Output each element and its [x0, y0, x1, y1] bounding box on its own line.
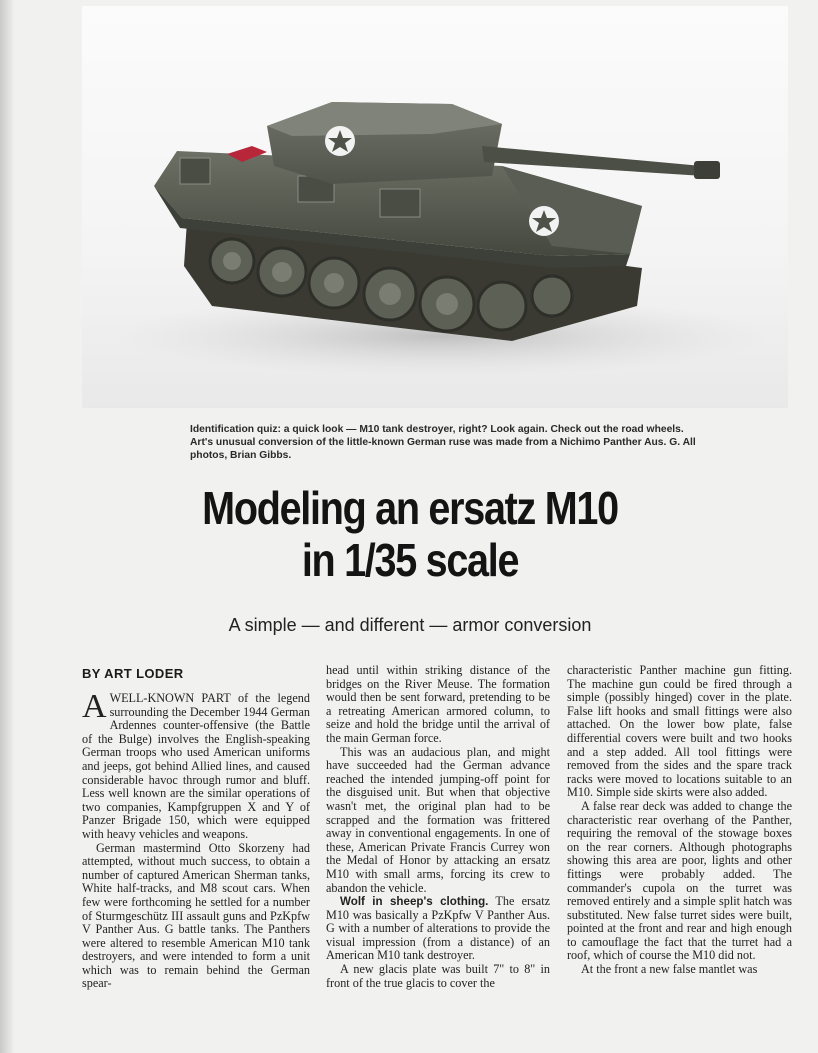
paragraph: A new glacis plate was built 7" to 8" in front of the true glacis to cover the: [326, 962, 550, 990]
paragraph: head until within striking distance of the bridges on the River Meuse. The formation would then be sent forward, pretending to be a retreating American armored column, to seize and hold the bridge until the arrival of the main German force.: [326, 663, 550, 745]
paragraph: German mastermind Otto Skorzeny had attempted, without much success, to obtain a number of captured American Sherman tanks, White half-tracks, and M8 scout cars. When few were forthcoming he settled for a number of Sturmgeschütz III assault guns and PzKpfw V Panther Aus. G battle tanks. The Panthers were altered to resemble American M10 tank destroyers, and were intended to form a unit which was to remain behind the German spear-: [82, 840, 310, 991]
article-column-1: [82, 688, 310, 991]
drop-cap: A: [82, 688, 107, 725]
paragraph-text: The ersatz M10 was basically a PzKpfw V Panther Aus. G with a number of alterations to provide the visual impression (from a distance) of an American M10 tank destroyer.: [326, 894, 550, 963]
paragraph: At the front a new false mantlet was: [581, 962, 758, 977]
title-line-2: in 1/35 scale: [301, 534, 519, 586]
tank-model-photo: [82, 6, 788, 408]
article-column-2: [326, 664, 550, 990]
byline: BY ART LODER: [82, 666, 184, 681]
paragraph: A false rear deck was added to change the characteristic rear overhang of the Panther, requiring the removal of the stowage boxes on the rear corners. Although photographs showing this area are poor, lights and other fittings were probably added. The commander's cupola on the turret was removed entirely and a simple split hatch was substituted. New false turret sides were built, pointed at the front and rear and high enough to camouflage the fact that the turret had a roof, which of course the M10 did not.: [567, 798, 792, 963]
lead-in-caps: WELL-KNOWN PART: [109, 691, 231, 705]
tank-illustration: [82, 6, 788, 408]
paragraph: [326, 895, 550, 963]
photo-caption: Identification quiz: a quick look — M10 tank destroyer, right? Look again. Check out the road wheels. Art's unusual conversion of the little-known German ruse was made from a Nichimo Panther Aus. G. All photos, Brian Gibbs.: [190, 424, 696, 461]
article-title: [161, 482, 660, 586]
page-gutter-shadow: [0, 0, 14, 1053]
title-line-1: Modeling an ersatz M10: [202, 482, 618, 534]
paragraph-text: of the legend surrounding the December 1944 German Ardennes counter-offensive (the Battle of the Bulge) involves the English-speaking German troops who used American uniforms and jeeps, got behind Allied lines, and caused considerable havoc through rumor and bluff. Less well known are the similar operations of two companies, Kampfgruppen X and Y of Panzer Brigade 150, which were equipped with heavy vehicles and weapons.: [82, 691, 310, 841]
paragraph: This was an audacious plan, and might have succeeded had the German advance reached the intended jumping-off point for the disguised unit. But when that objective wasn't met, the original plan had to be scrapped and the formation was frittered away in conventional engagements. In one of these, American Private Francis Currey won the Medal of Honor by attacking an ersatz M10 with small arms, forcing its crew to abandon the vehicle.: [326, 744, 550, 895]
article-subtitle: A simple — and different — armor conversion: [228, 615, 592, 635]
article-column-3: [567, 664, 792, 977]
paragraph: characteristic Panther machine gun fitting. The machine gun could be fired through a simple (possibly hinged) cover in the plate. False lift hooks and small fittings were also attached. On the lower bow plate, false differential covers were built and two hooks and a step added. All tool fittings were removed from the sides and the spare track racks were moved to locations suitable to an M10. Simple side skirts were also added.: [567, 663, 792, 800]
paragraph: [82, 688, 310, 842]
section-runin-heading: Wolf in sheep's clothing.: [340, 895, 489, 909]
